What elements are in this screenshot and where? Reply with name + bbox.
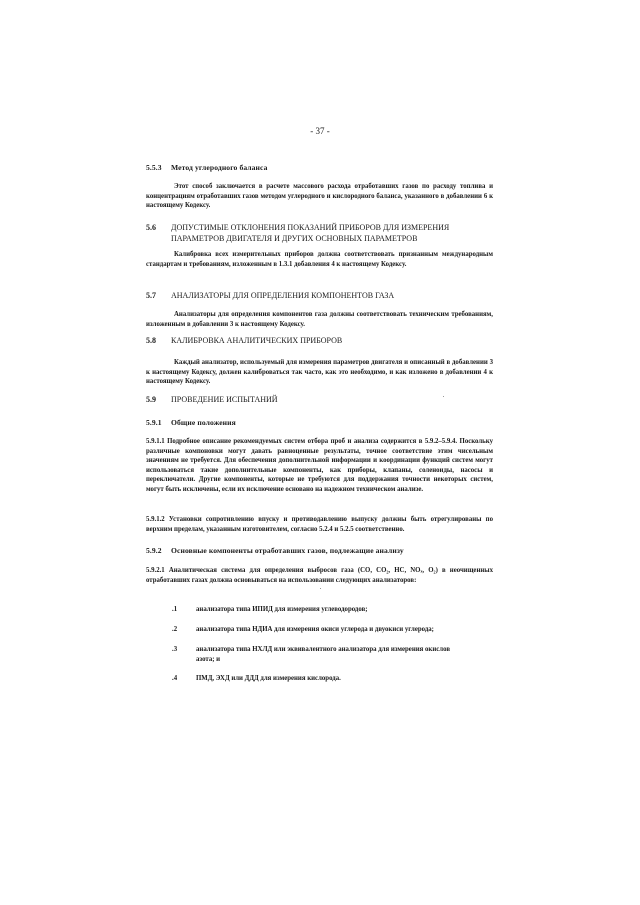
list-item: .3 анализатора типа НХЛД или эквивалентного анализатора для измерения окислов азота; и	[172, 646, 450, 663]
section-heading: 5.7 АНАЛИЗАТОРЫ ДЛЯ ОПРЕДЕЛЕНИЯ КОМПОНЕНТОВ ГАЗА	[146, 291, 395, 300]
paragraph: Анализаторы для определения компонентов газа должны соответствовать техническим требованиям, изложенным в добавлении 3 к настоящему Кодексу.	[146, 311, 493, 328]
section-heading-cont: ПАРАМЕТРОВ ДВИГАТЕЛЯ И ДРУГИХ ОСНОВНЫХ ПАРАМЕТРОВ	[171, 234, 418, 243]
paragraph: Этот способ заключается в расчете массового расхода отработавших газов по расходу топлива и концентрациям отработавших газов методом углеродного и кислородного баланса, указанного в добавлении 6 к настоящему Кодексу.	[146, 183, 493, 210]
paragraph: Калибровка всех измерительных приборов должна соответствовать признанным международным стандартам и требованиям, изложенным в 1.3.1 добавления 4 к настоящему Кодексу.	[146, 251, 493, 268]
section-heading: 5.9 ПРОВЕДЕНИЕ ИСПЫТАНИЙ	[146, 395, 278, 404]
section-heading: 5.6 ДОПУСТИМЫЕ ОТКЛОНЕНИЯ ПОКАЗАНИЙ ПРИБОРОВ ДЛЯ ИЗМЕРЕНИЯ	[146, 223, 450, 232]
list-item: .2 анализатора типа НДИА для измерения окиси углерода и двуокиси углерода;	[172, 626, 434, 633]
paragraph: 5.9.1.2 Установки сопротивлению впуску и противодавлению выпуску должны быть отрегулированы по верхним пределам, указанным изготовителем, согласно 5.2.4 и 5.2.5 соответственно.	[146, 516, 493, 533]
paragraph: 5.9.2.1 Аналитическая система для определения выбросов газа (CO, CO₂, HC, NOₓ, O₂) в неочищенных отработавших газах должна основываться на использовании следующих анализаторов:	[146, 567, 493, 584]
page-number: - 37 -	[310, 126, 330, 136]
section-heading: 5.5.3 Метод углеродного баланса	[146, 163, 268, 172]
paragraph: 5.9.1.1 Подробное описание рекомендуемых систем отбора проб и анализа содержится в 5.9.2–5.9.4. Поскольку различные компоновки могут давать равноценные результаты, точное соответствие этим чисельным значениям не требуется. Для обеспечения дополнительной информации и координации функций систем могут использоваться такие дополнительные компоненты, как приборы, клапаны, соленоиды, насосы и переключатели. Другие компоненты, которые не требуются для поддержания точности некоторых систем, могут быть исключены, если их исключение основано на надежном техническом анализе.	[146, 438, 493, 493]
scan-speck	[443, 396, 444, 397]
section-heading: 5.8 КАЛИБРОВКА АНАЛИТИЧЕСКИХ ПРИБОРОВ	[146, 336, 343, 345]
scan-speck	[320, 588, 321, 589]
paragraph: Каждый анализатор, используемый для измерения параметров двигателя и описанный в добавлении 3 к настоящему Кодексу, должен калиброваться так часто, как это необходимо, и как изложено в добавлении 4 к настоящему Кодексу.	[146, 359, 493, 386]
subsection-heading: 5.9.2 Основные компоненты отработавших газов, подлежащие анализу	[146, 546, 404, 555]
list-item: .4 ПМД, ЭХД или ДДД для измерения кислорода.	[172, 675, 341, 682]
subsection-heading: 5.9.1 Общие положения	[146, 418, 236, 427]
list-item: .1 анализатора типа ИПИД для измерения углеводородов;	[172, 606, 368, 613]
